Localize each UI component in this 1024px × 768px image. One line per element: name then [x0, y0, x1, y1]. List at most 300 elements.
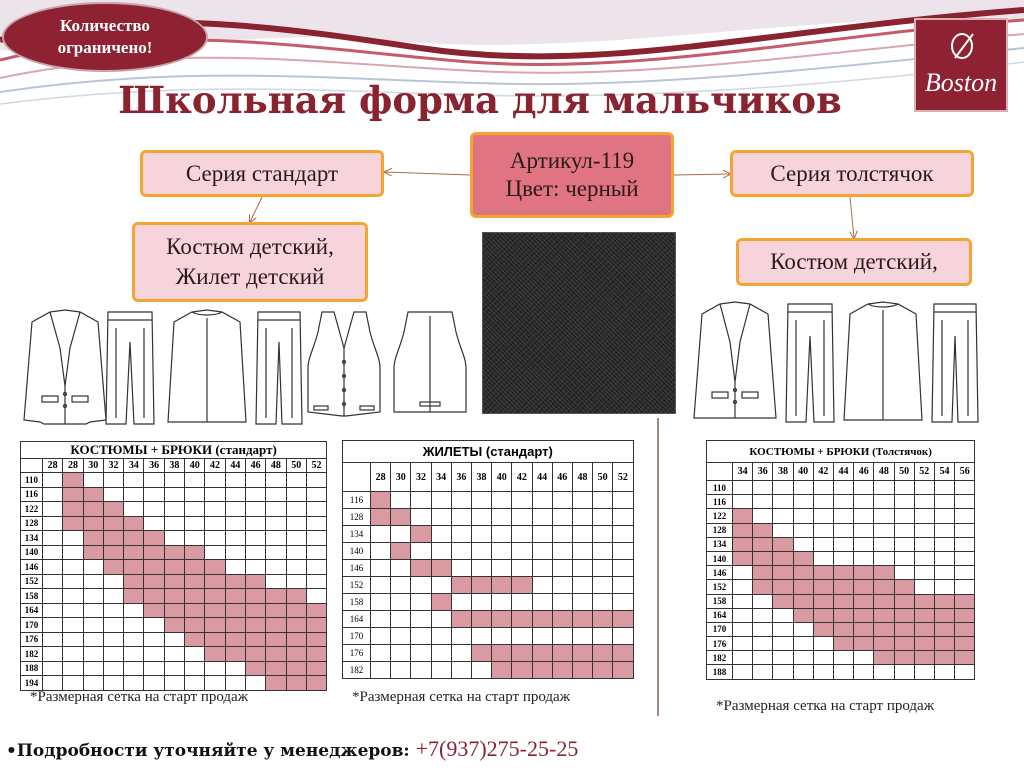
size-cell [753, 594, 773, 608]
size-cell [492, 628, 512, 645]
size-cell [286, 502, 306, 517]
size-cell [934, 523, 954, 537]
size-cell [83, 661, 103, 676]
size-cell [512, 509, 532, 526]
size-cell [124, 603, 144, 618]
size-cell [185, 473, 205, 488]
size-cell [572, 560, 592, 577]
height-row-header: 128 [21, 516, 43, 531]
table-row [707, 580, 975, 594]
table-row [707, 622, 975, 636]
size-cell [854, 495, 874, 509]
size-cell-available [371, 509, 391, 526]
size-cell-available [411, 560, 431, 577]
size-cell-available [103, 516, 123, 531]
size-cell [144, 473, 164, 488]
height-row-header: 116 [21, 487, 43, 502]
table-title [707, 441, 975, 463]
size-cell [471, 492, 491, 509]
size-cell [63, 589, 83, 604]
size-cell-available [753, 537, 773, 551]
table-corner-cell [21, 459, 43, 473]
article-box [470, 132, 674, 218]
size-cell-available [813, 566, 833, 580]
size-cell [43, 502, 63, 517]
size-cell-available [733, 509, 753, 523]
table-row [343, 662, 634, 679]
size-cell-available [266, 676, 286, 691]
size-cell [572, 628, 592, 645]
size-cell [613, 492, 633, 509]
size-cell [103, 473, 123, 488]
size-cell [103, 574, 123, 589]
size-cell-available [164, 574, 184, 589]
size-cell-available [205, 632, 225, 647]
size-cell-available [431, 594, 451, 611]
size-cell [572, 594, 592, 611]
size-cell-available [103, 531, 123, 546]
size-cell [471, 628, 491, 645]
size-cell-available [894, 608, 914, 622]
size-cell [205, 516, 225, 531]
size-cell [391, 662, 411, 679]
table-row [343, 509, 634, 526]
size-cell [934, 537, 954, 551]
size-cell [854, 551, 874, 565]
height-row-header: 188 [21, 661, 43, 676]
size-cell [813, 495, 833, 509]
size-cell [266, 560, 286, 575]
size-cell [934, 481, 954, 495]
size-cell [955, 537, 975, 551]
size-cell-available [793, 566, 813, 580]
size-cell [451, 509, 471, 526]
size-cell-available [492, 662, 512, 679]
size-cell-available [552, 645, 572, 662]
size-cell-available [245, 589, 265, 604]
height-row-header: 158 [707, 594, 733, 608]
size-cell [371, 628, 391, 645]
size-cell [593, 492, 613, 509]
size-cell-available [225, 632, 245, 647]
size-cell [43, 589, 63, 604]
size-cell-available [225, 618, 245, 633]
table-row [21, 676, 327, 691]
size-column-header: 34 [124, 459, 144, 473]
size-cell [225, 545, 245, 560]
size-cell [833, 551, 853, 565]
size-cell [753, 637, 773, 651]
size-cell [205, 502, 225, 517]
size-cell-available [854, 566, 874, 580]
table-row [21, 487, 327, 502]
height-row-header: 164 [21, 603, 43, 618]
size-cell-available [451, 577, 471, 594]
table-title-sub: (Толстячок) [869, 445, 932, 458]
height-row-header: 110 [707, 481, 733, 495]
size-cell-available [934, 637, 954, 651]
jacket-front-icon [20, 308, 110, 428]
table-row [343, 645, 634, 662]
brand-logo-text: Boston [924, 68, 998, 97]
size-cell [245, 473, 265, 488]
size-cell-available [793, 594, 813, 608]
section-divider [657, 418, 659, 716]
size-cell [124, 647, 144, 662]
size-cell [813, 509, 833, 523]
size-cell [245, 487, 265, 502]
size-cell-available [124, 531, 144, 546]
size-cell [245, 676, 265, 691]
table-header-row [21, 459, 327, 473]
size-cell [83, 589, 103, 604]
size-column-header: 44 [532, 463, 552, 492]
table-row [343, 560, 634, 577]
size-cell-available [773, 580, 793, 594]
size-cell [773, 637, 793, 651]
size-cell [593, 543, 613, 560]
height-row-header: 140 [21, 545, 43, 560]
size-column-header: 48 [266, 459, 286, 473]
size-cell [894, 523, 914, 537]
size-cell [753, 509, 773, 523]
size-cell [286, 516, 306, 531]
size-cell-available [934, 651, 954, 665]
size-cell [103, 661, 123, 676]
size-cell [492, 526, 512, 543]
size-cell [306, 531, 326, 546]
table-row [707, 608, 975, 622]
size-column-header: 34 [733, 463, 753, 481]
size-cell [733, 594, 753, 608]
size-cell-available [286, 618, 306, 633]
chubby-items-box [736, 238, 972, 286]
height-row-header: 140 [707, 551, 733, 565]
trousers-front-icon [104, 308, 156, 428]
size-cell-available [914, 637, 934, 651]
size-cell [733, 580, 753, 594]
size-cell [205, 487, 225, 502]
size-cell [793, 537, 813, 551]
size-cell-available [914, 622, 934, 636]
size-cell [144, 647, 164, 662]
table-row [21, 560, 327, 575]
table-row [707, 651, 975, 665]
size-cell-available [613, 662, 633, 679]
size-cell [63, 647, 83, 662]
size-cell-available [225, 647, 245, 662]
size-cell [512, 543, 532, 560]
size-column-header: 38 [164, 459, 184, 473]
height-row-header: 188 [707, 665, 733, 679]
size-cell-available [185, 632, 205, 647]
table-row [707, 481, 975, 495]
standard-item-vest: Жилет детский [175, 264, 325, 289]
standard-item-suit: Костюм детский, [166, 234, 334, 259]
size-cell [471, 560, 491, 577]
height-row-header: 182 [21, 647, 43, 662]
height-row-header: 194 [21, 676, 43, 691]
size-cell-available [492, 645, 512, 662]
standard-items-box [132, 222, 368, 302]
size-cell-available [185, 545, 205, 560]
size-cell-available [593, 662, 613, 679]
size-cell [144, 661, 164, 676]
size-cell [245, 531, 265, 546]
size-cell [934, 566, 954, 580]
size-cell-available [572, 662, 592, 679]
size-cell-available [185, 618, 205, 633]
size-cell [793, 637, 813, 651]
size-cell [914, 481, 934, 495]
size-cell [813, 551, 833, 565]
size-cell [306, 502, 326, 517]
size-cell-available [286, 661, 306, 676]
size-cell-available [613, 611, 633, 628]
size-cell [245, 545, 265, 560]
table-row [21, 545, 327, 560]
size-cell [894, 537, 914, 551]
size-cell [451, 645, 471, 662]
size-cell-available [894, 580, 914, 594]
table-row [707, 523, 975, 537]
size-cell-available [532, 662, 552, 679]
size-cell [773, 651, 793, 665]
size-cell-available [306, 603, 326, 618]
size-cell [286, 545, 306, 560]
size-cell [431, 662, 451, 679]
size-cell-available [753, 523, 773, 537]
size-cell-available [185, 560, 205, 575]
size-cell [914, 566, 934, 580]
size-cell [552, 594, 572, 611]
size-column-header: 52 [306, 459, 326, 473]
size-cell [103, 647, 123, 662]
size-cell [894, 481, 914, 495]
size-cell-available [955, 637, 975, 651]
height-row-header: 116 [707, 495, 733, 509]
size-cell-available [205, 618, 225, 633]
size-cell [245, 560, 265, 575]
size-column-header: 46 [552, 463, 572, 492]
size-cell [306, 473, 326, 488]
size-cell-available [164, 589, 184, 604]
size-cell-available [854, 637, 874, 651]
size-cell [593, 509, 613, 526]
size-cell [753, 481, 773, 495]
size-cell [63, 574, 83, 589]
size-cell [613, 594, 633, 611]
size-cell-available [833, 580, 853, 594]
size-cell [552, 628, 572, 645]
size-cell-available [773, 537, 793, 551]
badge-line1: Количество [60, 16, 150, 35]
table-row [21, 603, 327, 618]
height-row-header: 122 [21, 502, 43, 517]
size-cell [793, 481, 813, 495]
size-table-standard-vests [342, 440, 634, 679]
size-cell [43, 516, 63, 531]
size-cell [955, 580, 975, 594]
size-cell-available [225, 589, 245, 604]
size-cell [471, 594, 491, 611]
size-cell [225, 531, 245, 546]
size-cell-available [934, 594, 954, 608]
size-cell [833, 495, 853, 509]
size-cell [854, 651, 874, 665]
size-column-header: 44 [225, 459, 245, 473]
size-cell [371, 594, 391, 611]
size-cell-available [266, 647, 286, 662]
size-cell-available [306, 618, 326, 633]
size-cell [266, 545, 286, 560]
table-row [21, 661, 327, 676]
size-cell-available [955, 622, 975, 636]
size-cell [894, 566, 914, 580]
size-cell-available [854, 580, 874, 594]
size-cell-available [451, 611, 471, 628]
size-cell [955, 481, 975, 495]
size-cell [733, 665, 753, 679]
size-cell-available [934, 608, 954, 622]
size-cell-available [205, 603, 225, 618]
table-row [707, 495, 975, 509]
size-cell [245, 502, 265, 517]
size-cell [854, 523, 874, 537]
size-cell [793, 523, 813, 537]
size-cell-available [306, 676, 326, 691]
size-cell-available [144, 531, 164, 546]
size-cell [492, 492, 512, 509]
size-cell-available [391, 509, 411, 526]
footer-phone: +7(937)275-25-25 [415, 736, 579, 761]
size-cell [286, 487, 306, 502]
size-cell-available [793, 608, 813, 622]
size-cell [144, 502, 164, 517]
size-cell [185, 647, 205, 662]
size-cell [874, 495, 894, 509]
size-cell [411, 492, 431, 509]
size-cell-available [205, 560, 225, 575]
size-cell-available [185, 589, 205, 604]
size-column-header: 50 [894, 463, 914, 481]
size-cell-available [793, 551, 813, 565]
size-cell [492, 594, 512, 611]
size-cell [613, 577, 633, 594]
size-cell-available [124, 545, 144, 560]
size-cell-available [854, 594, 874, 608]
height-row-header: 122 [707, 509, 733, 523]
size-cell-available [874, 651, 894, 665]
size-column-header: 32 [411, 463, 431, 492]
table-title-sub: (стандарт) [212, 442, 277, 457]
size-cell-available [144, 545, 164, 560]
size-cell [552, 577, 572, 594]
height-row-header: 128 [707, 523, 733, 537]
size-cell-available [833, 566, 853, 580]
chubby-item-suit: Костюм детский, [770, 249, 938, 274]
size-column-header: 42 [813, 463, 833, 481]
size-cell [391, 611, 411, 628]
height-row-header: 146 [707, 566, 733, 580]
size-cell-available [593, 645, 613, 662]
size-column-header: 36 [753, 463, 773, 481]
size-cell-available [854, 622, 874, 636]
size-cell [833, 651, 853, 665]
size-cell [874, 665, 894, 679]
size-cell-available [793, 580, 813, 594]
size-note-left: *Размерная сетка на старт продаж [30, 689, 249, 705]
size-cell [371, 543, 391, 560]
size-cell [225, 560, 245, 575]
size-cell-available [733, 523, 753, 537]
size-cell [63, 603, 83, 618]
size-cell-available [144, 603, 164, 618]
size-cell [854, 481, 874, 495]
table-row [21, 618, 327, 633]
size-column-header: 42 [512, 463, 532, 492]
size-cell [753, 665, 773, 679]
size-cell [733, 637, 753, 651]
size-cell-available [492, 577, 512, 594]
size-cell-available [813, 594, 833, 608]
size-cell [124, 676, 144, 691]
size-cell [532, 577, 552, 594]
size-cell [451, 560, 471, 577]
size-cell [552, 543, 572, 560]
size-column-header: 28 [63, 459, 83, 473]
series-chubby-label: Серия толстячок [770, 160, 934, 186]
size-cell [934, 580, 954, 594]
size-cell [185, 531, 205, 546]
size-cell [306, 560, 326, 575]
table-row [21, 574, 327, 589]
size-cell-available [225, 603, 245, 618]
size-cell-available [103, 502, 123, 517]
article-label: Артикул-119 [509, 148, 635, 173]
footer-contact [6, 736, 578, 762]
size-cell [431, 509, 451, 526]
size-column-header: 38 [471, 463, 491, 492]
size-cell-available [874, 637, 894, 651]
size-cell-available [124, 516, 144, 531]
size-cell [411, 509, 431, 526]
height-row-header: 134 [21, 531, 43, 546]
height-row-header: 170 [343, 628, 371, 645]
size-cell [43, 545, 63, 560]
table-header-row [343, 463, 634, 492]
size-cell-available [185, 574, 205, 589]
size-column-header: 48 [572, 463, 592, 492]
size-column-header: 32 [103, 459, 123, 473]
size-cell [773, 608, 793, 622]
size-cell-available [306, 632, 326, 647]
size-cell [613, 628, 633, 645]
size-cell [185, 502, 205, 517]
size-cell [164, 487, 184, 502]
size-cell [266, 502, 286, 517]
table-row [343, 492, 634, 509]
size-cell-available [572, 611, 592, 628]
size-cell [391, 526, 411, 543]
size-cell-available [813, 622, 833, 636]
size-cell [512, 526, 532, 543]
size-cell-available [83, 531, 103, 546]
size-cell [164, 502, 184, 517]
size-cell [286, 560, 306, 575]
size-cell [391, 628, 411, 645]
size-cell [532, 628, 552, 645]
